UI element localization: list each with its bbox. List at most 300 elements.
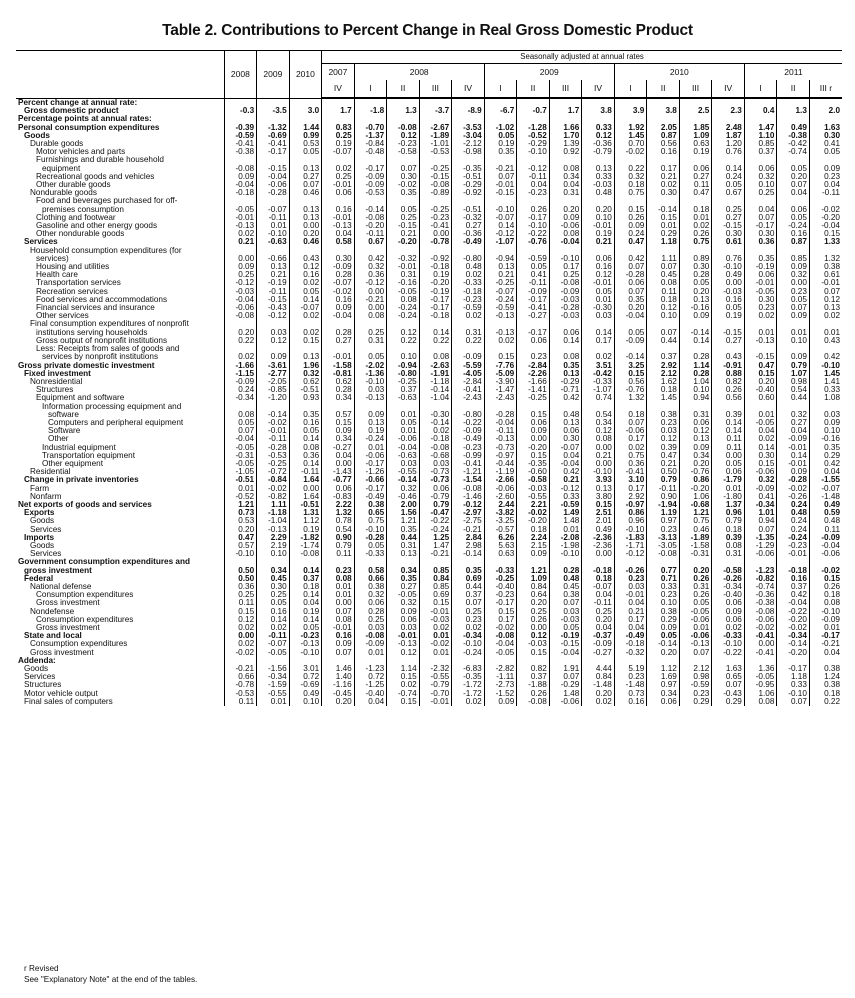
value-cell: 2.44 — [484, 501, 517, 509]
value-cell: 0.10 — [387, 353, 420, 361]
value-cell: 1.44 — [289, 124, 322, 132]
value-cell: -1.04 — [257, 517, 290, 525]
value-cell: 0.19 — [289, 608, 322, 616]
value-cell: 0.67 — [712, 189, 745, 197]
value-cell: 0.14 — [257, 616, 290, 624]
value-cell: -1.56 — [257, 665, 290, 673]
value-cell: 3.80 — [582, 493, 615, 501]
value-cell: 0.06 — [679, 165, 712, 173]
value-cell — [679, 403, 712, 411]
value-cell — [679, 247, 712, 255]
value-cell: 2.92 — [614, 493, 647, 501]
value-cell: -0.42 — [582, 370, 615, 378]
value-cell: -0.01 — [582, 222, 615, 230]
value-cell: 0.86 — [679, 476, 712, 484]
value-cell: 0.11 — [679, 181, 712, 189]
value-cell: 0.24 — [777, 526, 810, 534]
value-cell: -0.73 — [484, 444, 517, 452]
value-cell: 0.12 — [387, 329, 420, 337]
value-cell: -1.82 — [289, 534, 322, 542]
value-cell — [809, 558, 842, 566]
value-cell: -0.07 — [809, 485, 842, 493]
value-cell: 0.30 — [744, 452, 777, 460]
quarter-header: III r — [809, 80, 842, 98]
value-cell: 1.41 — [809, 378, 842, 386]
value-cell: -2.26 — [517, 370, 550, 378]
value-cell: 0.47 — [614, 238, 647, 246]
value-cell: 0.14 — [679, 337, 712, 345]
value-cell: 0.06 — [712, 468, 745, 476]
value-cell: -0.09 — [809, 616, 842, 624]
value-cell: 0.13 — [289, 165, 322, 173]
value-cell — [679, 320, 712, 328]
value-cell: 0.02 — [419, 624, 452, 632]
value-cell: -1.25 — [354, 681, 387, 689]
table-row — [16, 501, 842, 509]
value-cell — [777, 320, 810, 328]
value-cell: 1.18 — [777, 673, 810, 681]
value-cell: 0.34 — [679, 452, 712, 460]
value-cell: 0.21 — [387, 230, 420, 238]
value-cell: 0.07 — [712, 681, 745, 689]
table-row — [16, 394, 842, 402]
value-cell: -0.92 — [419, 255, 452, 263]
row-label: Health care — [36, 271, 78, 280]
value-cell — [647, 99, 680, 108]
row-label: Imports — [24, 533, 55, 542]
value-cell: -0.34 — [257, 673, 290, 681]
value-cell: 0.98 — [777, 378, 810, 386]
value-cell: 0.37 — [517, 673, 550, 681]
value-cell: -0.01 — [419, 608, 452, 616]
value-cell: 0.31 — [679, 411, 712, 419]
value-cell: -0.02 — [777, 485, 810, 493]
value-cell: -0.78 — [224, 681, 257, 689]
value-cell: 0.10 — [809, 427, 842, 435]
value-cell: 3.8 — [582, 107, 615, 115]
value-cell: -0.12 — [484, 230, 517, 238]
value-cell: 0.76 — [712, 255, 745, 263]
table-row — [16, 320, 842, 328]
value-cell — [354, 345, 387, 353]
value-cell: -1.83 — [614, 534, 647, 542]
value-cell: 0.53 — [289, 140, 322, 148]
value-cell: -2.84 — [452, 378, 485, 386]
value-cell: 0.75 — [614, 452, 647, 460]
value-cell: 0.30 — [549, 435, 582, 443]
value-cell: 1.24 — [809, 673, 842, 681]
value-cell: 2.22 — [322, 501, 355, 509]
row-label: Other equipment — [42, 459, 103, 468]
value-cell: 0.36 — [289, 452, 322, 460]
value-cell: -0.06 — [679, 632, 712, 640]
value-cell: 0.06 — [517, 419, 550, 427]
row-label: Gross output of nonprofit institutions — [36, 336, 168, 345]
value-cell: 0.12 — [647, 435, 680, 443]
value-cell: 0.07 — [809, 288, 842, 296]
value-cell: -1.11 — [484, 673, 517, 681]
value-cell: 0.23 — [614, 575, 647, 583]
value-cell: -2.77 — [257, 370, 290, 378]
table-row — [16, 345, 842, 353]
value-cell: 0.31 — [452, 329, 485, 337]
row-label: institutions serving households — [36, 328, 148, 337]
value-cell: 0.17 — [582, 337, 615, 345]
value-cell: 0.07 — [289, 181, 322, 189]
value-cell: 1.14 — [387, 665, 420, 673]
value-cell: 0.28 — [322, 386, 355, 394]
value-cell: 0.30 — [744, 230, 777, 238]
value-cell — [614, 156, 647, 164]
value-cell: 1.39 — [549, 140, 582, 148]
value-cell: -1.05 — [224, 468, 257, 476]
value-cell: -3.5 — [257, 107, 290, 115]
value-cell — [549, 403, 582, 411]
value-cell: 0.22 — [809, 698, 842, 706]
value-cell: -0.59 — [484, 304, 517, 312]
value-cell: -0.55 — [257, 690, 290, 698]
value-cell — [549, 558, 582, 566]
value-cell: 0.62 — [289, 378, 322, 386]
value-cell — [744, 403, 777, 411]
value-cell: 0.93 — [289, 394, 322, 402]
value-cell: 0.38 — [809, 681, 842, 689]
value-cell: -1.07 — [582, 386, 615, 394]
value-cell: 0.09 — [679, 312, 712, 320]
table-row — [16, 279, 842, 287]
value-cell: 0.16 — [322, 632, 355, 640]
value-cell: 0.09 — [712, 608, 745, 616]
value-cell: 0.37 — [777, 583, 810, 591]
value-cell: 0.13 — [679, 296, 712, 304]
value-cell — [647, 197, 680, 205]
value-cell: 0.32 — [777, 271, 810, 279]
value-cell: -3.61 — [257, 362, 290, 370]
row-label: Other durable goods — [36, 181, 111, 190]
value-cell: -1.26 — [354, 468, 387, 476]
value-cell: 0.09 — [224, 263, 257, 271]
row-label: Housing and utilities — [36, 263, 110, 272]
value-cell: 0.38 — [809, 665, 842, 673]
value-cell: 0.72 — [354, 673, 387, 681]
value-cell: 0.26 — [679, 230, 712, 238]
value-cell: -0.20 — [777, 616, 810, 624]
value-cell: -0.06 — [484, 485, 517, 493]
value-cell: -0.26 — [777, 493, 810, 501]
value-cell: 0.16 — [712, 296, 745, 304]
value-cell: 0.04 — [614, 624, 647, 632]
table-row — [16, 140, 842, 148]
quarter-header: II — [777, 80, 810, 98]
value-cell: 0.10 — [777, 337, 810, 345]
value-cell: 0.64 — [517, 591, 550, 599]
value-cell: -0.04 — [224, 435, 257, 443]
table-row — [16, 517, 842, 525]
value-cell: 2.84 — [452, 534, 485, 542]
value-cell: -0.01 — [387, 263, 420, 271]
value-cell: 0.43 — [809, 337, 842, 345]
value-cell: -0.13 — [289, 640, 322, 648]
value-cell: -0.08 — [289, 550, 322, 558]
value-cell: 0.12 — [582, 427, 615, 435]
value-cell: 3.93 — [582, 476, 615, 484]
value-cell: -0.17 — [517, 329, 550, 337]
value-cell: -0.10 — [517, 148, 550, 156]
value-cell — [744, 99, 777, 108]
value-cell — [452, 320, 485, 328]
table-row — [16, 156, 842, 164]
value-cell: -0.23 — [777, 542, 810, 550]
value-cell: 0.02 — [452, 271, 485, 279]
value-cell: 0.25 — [322, 132, 355, 140]
value-cell: -0.51 — [289, 386, 322, 394]
value-cell: 0.08 — [712, 542, 745, 550]
value-cell: 0.04 — [777, 427, 810, 435]
value-cell: 0.04 — [809, 181, 842, 189]
value-cell: 1.48 — [549, 517, 582, 525]
value-cell: -0.04 — [809, 222, 842, 230]
quarter-header: I — [744, 80, 777, 98]
value-cell: 0.23 — [647, 419, 680, 427]
gdp-contributions-table — [16, 50, 842, 706]
value-cell: 0.21 — [257, 271, 290, 279]
table-row — [16, 197, 842, 205]
row-label: Federal — [24, 574, 54, 583]
quarter-year-2008: 2008 — [354, 64, 484, 80]
value-cell — [484, 247, 517, 255]
value-cell: -0.29 — [549, 378, 582, 386]
value-cell: -0.58 — [712, 567, 745, 575]
table-row — [16, 403, 842, 411]
value-cell — [289, 197, 322, 205]
value-cell: 0.00 — [712, 279, 745, 287]
value-cell: 0.22 — [419, 337, 452, 345]
table-row — [16, 509, 842, 517]
value-cell: 0.19 — [582, 230, 615, 238]
value-cell: -0.03 — [517, 640, 550, 648]
value-cell: 0.02 — [257, 624, 290, 632]
value-cell: 0.34 — [582, 419, 615, 427]
value-cell: -1.55 — [809, 476, 842, 484]
value-cell: 0.10 — [257, 550, 290, 558]
value-cell — [452, 197, 485, 205]
quarter-year-2010: 2010 — [614, 64, 744, 80]
value-cell: -0.24 — [387, 312, 420, 320]
value-cell: -0.33 — [484, 567, 517, 575]
value-cell: 0.00 — [744, 640, 777, 648]
value-cell: -0.12 — [614, 550, 647, 558]
value-cell: -0.02 — [257, 485, 290, 493]
value-cell: -0.10 — [452, 640, 485, 648]
value-cell — [419, 320, 452, 328]
value-cell: 1.47 — [744, 124, 777, 132]
value-cell: 0.20 — [582, 690, 615, 698]
value-cell: -0.12 — [517, 165, 550, 173]
value-cell: -0.27 — [517, 312, 550, 320]
table-row — [16, 370, 842, 378]
value-cell: 0.28 — [549, 567, 582, 575]
table-row — [16, 583, 842, 591]
value-cell: 0.09 — [387, 608, 420, 616]
value-cell — [647, 156, 680, 164]
value-cell: -1.36 — [354, 370, 387, 378]
value-cell: -0.09 — [354, 173, 387, 181]
value-cell: -0.31 — [679, 550, 712, 558]
value-cell: -0.63 — [257, 238, 290, 246]
row-label: Services — [24, 238, 58, 247]
table-row — [16, 337, 842, 345]
value-cell: -2.97 — [452, 509, 485, 517]
value-cell: -0.15 — [257, 296, 290, 304]
value-cell: -0.23 — [484, 591, 517, 599]
value-cell: 0.13 — [582, 485, 615, 493]
value-cell: -0.34 — [712, 583, 745, 591]
value-cell: 0.31 — [354, 337, 387, 345]
value-cell — [257, 320, 290, 328]
value-cell — [289, 403, 322, 411]
value-cell — [679, 197, 712, 205]
value-cell: -1.59 — [257, 681, 290, 689]
value-cell: 1.10 — [744, 132, 777, 140]
value-cell: 0.34 — [549, 173, 582, 181]
row-label: Nonresidential — [30, 377, 83, 386]
value-cell — [647, 345, 680, 353]
value-cell: -0.10 — [224, 550, 257, 558]
table-row — [16, 181, 842, 189]
value-cell — [712, 320, 745, 328]
value-cell: -0.49 — [452, 238, 485, 246]
value-cell — [387, 197, 420, 205]
value-cell: -0.02 — [419, 640, 452, 648]
value-cell: -1.71 — [614, 542, 647, 550]
value-cell: 0.05 — [354, 542, 387, 550]
value-cell: -0.01 — [744, 279, 777, 287]
value-cell: -0.12 — [452, 501, 485, 509]
value-cell: 0.22 — [614, 165, 647, 173]
stub-header — [16, 51, 224, 98]
value-cell: -0.14 — [257, 411, 290, 419]
value-cell: 0.57 — [322, 411, 355, 419]
value-cell: -0.40 — [354, 690, 387, 698]
value-cell: -0.10 — [289, 649, 322, 657]
row-label: services) — [36, 254, 69, 263]
value-cell: -0.02 — [387, 181, 420, 189]
value-cell: 0.02 — [419, 427, 452, 435]
value-cell: -0.01 — [614, 591, 647, 599]
value-cell: -0.22 — [712, 649, 745, 657]
value-cell: 0.07 — [484, 173, 517, 181]
value-cell: 0.47 — [647, 452, 680, 460]
value-cell — [517, 320, 550, 328]
value-cell: 0.41 — [744, 493, 777, 501]
value-cell: 0.01 — [322, 583, 355, 591]
value-cell: -0.34 — [777, 632, 810, 640]
value-cell: 0.14 — [289, 591, 322, 599]
value-cell: 0.15 — [614, 206, 647, 214]
table-row — [16, 673, 842, 681]
table-row — [16, 189, 842, 197]
value-cell: -0.01 — [419, 698, 452, 706]
value-cell: 0.36 — [614, 460, 647, 468]
value-cell: -0.55 — [419, 673, 452, 681]
value-cell: 0.21 — [614, 608, 647, 616]
row-label: Gross investment — [30, 648, 94, 657]
value-cell: 0.35 — [387, 575, 420, 583]
value-cell: -0.53 — [224, 690, 257, 698]
value-cell: 1.11 — [257, 501, 290, 509]
value-cell: -0.27 — [322, 444, 355, 452]
value-cell: 0.05 — [289, 148, 322, 156]
row-label: Structures — [24, 681, 62, 690]
value-cell: -0.09 — [452, 353, 485, 361]
value-cell: -0.10 — [549, 550, 582, 558]
value-cell: 0.16 — [777, 230, 810, 238]
row-label: Food and beverages purchased for off- — [36, 197, 178, 206]
value-cell: -0.82 — [744, 575, 777, 583]
value-cell: 0.02 — [224, 230, 257, 238]
row-label: premises consumption — [42, 205, 124, 214]
value-cell: 1.12 — [289, 517, 322, 525]
value-cell: -0.41 — [224, 140, 257, 148]
value-cell: 0.35 — [809, 444, 842, 452]
value-cell: -0.09 — [744, 485, 777, 493]
value-cell: 0.06 — [647, 698, 680, 706]
value-cell: 0.02 — [224, 624, 257, 632]
value-cell: 0.20 — [582, 616, 615, 624]
value-cell: 0.22 — [387, 337, 420, 345]
value-cell: -0.60 — [517, 468, 550, 476]
value-cell: 0.16 — [257, 608, 290, 616]
value-cell: 0.87 — [647, 132, 680, 140]
value-cell: 2.12 — [647, 370, 680, 378]
value-cell — [354, 320, 387, 328]
value-cell: -0.99 — [452, 452, 485, 460]
quarter-header: III — [679, 80, 712, 98]
value-cell: 0.21 — [549, 476, 582, 484]
value-cell — [809, 115, 842, 123]
value-cell: 0.32 — [387, 599, 420, 607]
value-cell: 0.22 — [452, 337, 485, 345]
value-cell: -0.94 — [484, 255, 517, 263]
value-cell: 0.04 — [744, 206, 777, 214]
value-cell — [257, 403, 290, 411]
value-cell — [484, 558, 517, 566]
value-cell: 0.15 — [224, 608, 257, 616]
value-cell: 0.16 — [322, 206, 355, 214]
value-cell: 0.37 — [647, 353, 680, 361]
value-cell — [614, 558, 647, 566]
value-cell: -0.06 — [257, 181, 290, 189]
value-cell: 0.47 — [224, 534, 257, 542]
table-row — [16, 476, 842, 484]
value-cell — [387, 657, 420, 665]
value-cell — [289, 320, 322, 328]
value-cell: 0.10 — [647, 599, 680, 607]
value-cell: 0.23 — [452, 616, 485, 624]
row-label: Government consumption expenditures and — [18, 558, 190, 567]
value-cell: -0.51 — [452, 206, 485, 214]
value-cell: 1.45 — [809, 370, 842, 378]
value-cell: 0.12 — [582, 271, 615, 279]
value-cell: -0.10 — [712, 263, 745, 271]
value-cell: -0.07 — [322, 279, 355, 287]
value-cell: 1.63 — [809, 124, 842, 132]
value-cell: 0.58 — [322, 238, 355, 246]
value-cell: -0.46 — [387, 493, 420, 501]
value-cell: 0.00 — [582, 460, 615, 468]
value-cell: 0.05 — [289, 624, 322, 632]
value-cell — [322, 99, 355, 108]
